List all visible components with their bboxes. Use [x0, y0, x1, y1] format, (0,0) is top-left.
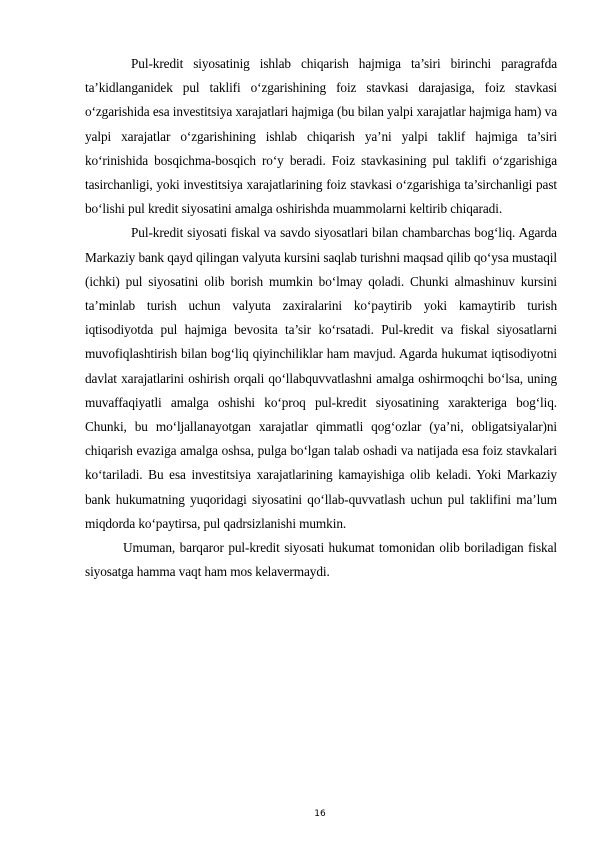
paragraph-monetary-policy-impact: Pul-kredit siyosatinig ishlab chiqarish hajmiga ta’siri birinchi paragrafda ta’kidlanganidek pul taklifi o‘zgarishining foiz stavkasi darajasiga, foiz stavkasi o‘zgarishida esa investitsiya xarajatlari hajmiga (bu bilan yalpi xarajatlar hajmiga ham) va yalpi xarajatlar o‘zgarishining ishlab chiqarish ya’ni yalpi taklif hajmiga ta’siri ko‘rinishida bosqichma-bosqich ro‘y beradi. Foiz stavkasining pul taklifi o‘zgarishiga tasirchanligi, yoki investitsiya xarajatlarining foiz stavkasi o‘zgarishiga ta’sirchanligi past bo‘lishi pul kredit siyosatini amalga oshirishda muammolarni keltirib chiqaradi.: [85, 56, 557, 217]
page-number: 16: [314, 809, 326, 819]
paragraph-conclusion: Umuman, barqaror pul-kredit siyosati hukumat tomonidan olib boriladigan fiskal siyosatga hamma vaqt ham mos kelavermaydi.: [85, 540, 557, 580]
paragraph-fiscal-trade-link: Pul-kredit siyosati fiskal va savdo siyosatlari bilan chambarchas bog‘liq. Agarda Markaziy bank qayd qilingan valyuta kursini saqlab turishni maqsad qilib qo‘ysa mustaqil (ichki) pul siyosatini olib borish mumkin bo‘lmay qoladi. Chunki almashinuv kursini ta’minlab turish uchun valyuta zaxiralarini ko‘paytirib yoki kamaytirib turish iqtisodiyotda pul hajmiga bevosita ta’sir ko‘rsatadi. Pul-kredit va fiskal siyosatlarni muvofiqlashtirish bilan bog‘liq qiyinchiliklar ham mavjud. Agarda hukumat iqtisodiyotni davlat xarajatlarini oshirish orqali qo‘llabquvvatlashni amalga oshirmoqchi bo‘lsa, uning muvaffaqiyatli amalga oshishi ko‘proq pul-kredit siyosatining xarakteriga bog‘liq. Chunki, bu mo‘ljallanayotgan xarajatlar qimmatli qog‘ozlar (ya’ni, obligatsiyalar)ni chiqarish evaziga amalga oshsa, pulga bo‘lgan talab oshadi va natijada esa foiz stavkalari ko‘tariladi. Bu esa investitsiya xarajatlarining kamayishiga olib keladi. Yoki Markaziy bank hukumatning yuqoridagi siyosatini qo‘llab-quvvatlash uchun pul taklifini ma’lum miqdorda ko‘paytirsa, pul qadrsizlanishi mumkin.: [85, 225, 557, 531]
document-body: [85, 52, 557, 584]
